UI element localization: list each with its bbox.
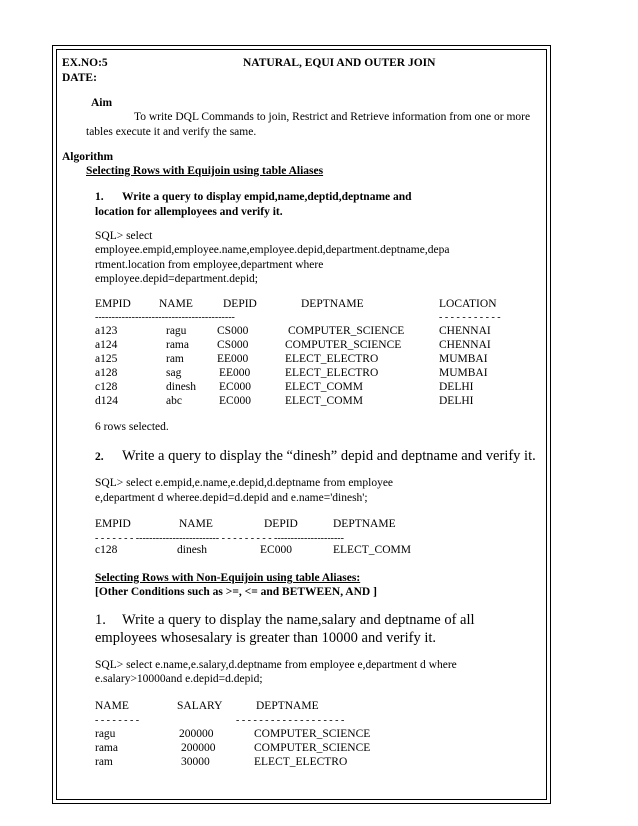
cell-name: rama [166,339,189,351]
aim-line-2: tables execute it and verify the same. [86,126,257,138]
q3-col-deptname: DEPTNAME [256,700,319,712]
table-row [0,339,638,352]
q3-number: 1. [95,612,106,628]
q2-question: Write a query to display the “dinesh” depid and deptname and verify it. [122,448,536,464]
q3-table-header [0,700,638,713]
q3-col-salary: SALARY [177,700,223,712]
table-row [0,353,638,366]
q1-footer: 6 rows selected. [95,421,169,433]
cell-name: dinesh [166,381,197,393]
q3-sql-2: e.salary>10000and e.depid=d.depid; [95,673,263,685]
cell-depid: EE000 [217,353,249,365]
cell-name: ragu [166,325,187,337]
cell-name: sag [166,367,182,379]
q1-number: 1. [95,191,104,203]
table-row [0,544,638,557]
table-row [0,728,638,741]
page-title: NATURAL, EQUI AND OUTER JOIN [243,57,436,69]
q1-sql-3: rtment.location from employee,department where [95,259,324,271]
aim-heading: Aim [91,97,113,109]
q1-sql-1: SQL> select [95,230,153,242]
table-row [0,367,638,380]
q1-col-location: LOCATION [439,298,497,310]
cell-empid: a123 [95,325,118,337]
q1-table-header [0,298,638,311]
date-label: DATE: [62,72,97,84]
cell-empid: a128 [95,367,118,379]
cell-name: dinesh [177,544,208,556]
table-row [0,742,638,755]
q1-col-deptname: DEPTNAME [301,298,364,310]
cell-depid: EC000 [219,395,251,407]
cell-location: DELHI [439,381,474,393]
q1-col-empid: EMPID [95,298,131,310]
q2-separator: - - - - - - - ------------------------- - - - - - - - - - --------------------- [95,533,344,544]
cell-deptname: ELECT_COMM [285,395,363,407]
q1-sql-2: employee.empid,employee.name,employee.depid,department.deptname,depa [95,244,450,256]
q1-col-name: NAME [159,298,193,310]
exercise-number: EX.NO:5 [62,57,108,69]
q1-separator-right: - - - - - - - - - - - [439,312,501,323]
cell-deptname: COMPUTER_SCIENCE [254,742,371,754]
cell-name: ram [166,353,184,365]
section-equijoin-heading: Selecting Rows with Equijoin using table Aliases [86,165,324,177]
aim-line-1: To write DQL Commands to join, Restrict and Retrieve information from one or more [134,111,531,123]
q3-separator-right: - - - - - - - - - - - - - - - - - - - [236,715,345,726]
cell-location: MUMBAI [439,353,488,365]
cell-salary: 200000 [179,728,214,740]
section-non-equijoin-subheading: [Other Conditions such as >=, <= and BETWEEN, AND ] [95,586,377,598]
table-row [0,395,638,408]
cell-depid: EC000 [260,544,292,556]
cell-empid: d124 [95,395,118,407]
table-row [0,325,638,338]
q3-line-2: employees whosesalary is greater than 10000 and verify it. [95,630,437,646]
table-row [0,756,638,769]
q2-table-header [0,518,638,531]
cell-name: rama [95,742,118,754]
cell-salary: 200000 [181,742,216,754]
section-non-equijoin-heading: Selecting Rows with Non-Equijoin using table Aliases: [95,572,361,584]
cell-empid: c128 [95,381,118,393]
q2-col-name: NAME [179,518,213,530]
algorithm-heading: Algorithm [62,151,114,163]
table-row [0,381,638,394]
cell-name: ragu [95,728,116,740]
cell-salary: 30000 [181,756,210,768]
cell-location: MUMBAI [439,367,488,379]
cell-location: CHENNAI [439,339,491,351]
cell-deptname: ELECT_COMM [333,544,411,556]
cell-deptname: ELECT_ELECTRO [285,353,379,365]
cell-deptname: COMPUTER_SCIENCE [288,325,405,337]
q2-number: 2. [95,451,104,463]
cell-name: ram [95,756,113,768]
cell-empid: a124 [95,339,118,351]
cell-depid: CS000 [217,339,249,351]
cell-deptname: ELECT_ELECTRO [254,756,348,768]
q3-line-1: Write a query to display the name,salary and deptname of all [122,612,475,628]
q3-separator-left: - - - - - - - - [95,715,140,726]
q3-sql-1: SQL> select e.name,e.salary,d.deptname from employee e,department d where [95,659,457,671]
cell-deptname: ELECT_COMM [285,381,363,393]
q1-separator-left: ------------------------------------------ [95,312,235,323]
q3-col-name: NAME [95,700,129,712]
q2-col-deptname: DEPTNAME [333,518,396,530]
q1-col-depid: DEPID [223,298,257,310]
cell-depid: EC000 [219,381,251,393]
q2-sql-1: SQL> select e.empid,e.name,e.depid,d.deptname from employee [95,477,394,489]
cell-empid: a125 [95,353,118,365]
cell-depid: EE000 [219,367,251,379]
cell-empid: c128 [95,544,118,556]
cell-name: abc [166,395,182,407]
cell-deptname: ELECT_ELECTRO [285,367,379,379]
q2-sql-2: e,department d wheree.depid=d.depid and e.name='dinesh'; [95,492,368,504]
cell-location: DELHI [439,395,474,407]
q1-line-1: Write a query to display empid,name,deptid,deptname and [122,191,412,203]
q1-sql-4: employee.depid=department.depid; [95,273,258,285]
q2-col-depid: DEPID [264,518,298,530]
cell-depid: CS000 [217,325,249,337]
q2-col-empid: EMPID [95,518,131,530]
cell-location: CHENNAI [439,325,491,337]
cell-deptname: COMPUTER_SCIENCE [254,728,371,740]
q1-line-2: location for allemployees and verify it. [95,206,283,218]
cell-deptname: COMPUTER_SCIENCE [285,339,402,351]
